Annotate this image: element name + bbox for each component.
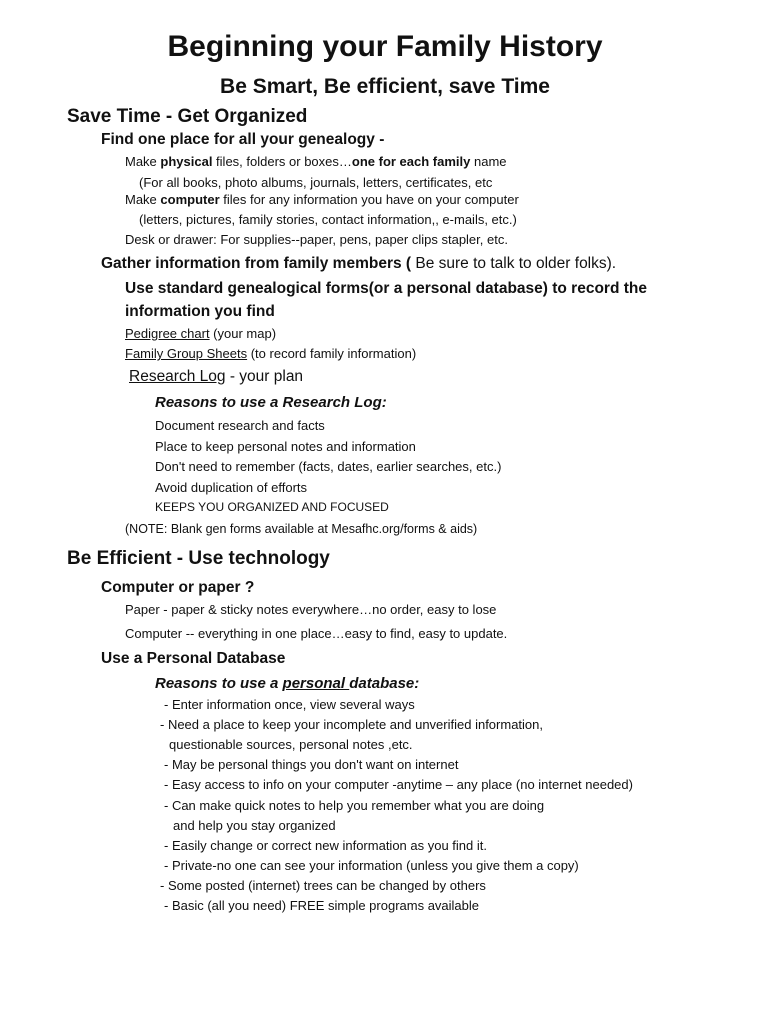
computer-files-line: Make computer files for any information you have on your computer [125, 192, 519, 207]
research-log-reason: KEEPS YOU ORGANIZED AND FOCUSED [155, 500, 389, 514]
desk-drawer-line: Desk or drawer: For supplies--paper, pens, paper clips stapler, etc. [125, 232, 508, 247]
database-reason: - Enter information once, view several ways [164, 697, 415, 712]
page-title: Beginning your Family History [167, 30, 603, 63]
computer-or-paper-heading: Computer or paper ? [101, 579, 255, 596]
computer-line: Computer -- everything in one place…easy to find, easy to update. [125, 626, 508, 641]
database-reason: - Some posted (internet) trees can be changed by others [160, 878, 486, 893]
physical-files-note: (For all books, photo albums, journals, letters, certificates, etc [139, 175, 493, 190]
forms-note: (NOTE: Blank gen forms available at Mesafhc.org/forms & aids) [125, 522, 478, 536]
database-reason: questionable sources, personal notes ,etc. [169, 737, 413, 752]
page-subtitle: Be Smart, Be efficient, save Time [220, 75, 550, 98]
pedigree-chart-link[interactable]: Pedigree chart [125, 326, 210, 341]
research-log-reason: Place to keep personal notes and information [155, 439, 416, 454]
database-reason: - Basic (all you need) FREE simple programs available [164, 898, 480, 913]
family-group-sheets-line: Family Group Sheets (to record family information) [125, 346, 417, 361]
research-log-reasons-heading: Reasons to use a Research Log: [155, 394, 387, 411]
database-reason: - Private-no one can see your information (unless you give them a copy) [164, 858, 579, 873]
find-one-place-heading: Find one place for all your genealogy - [101, 131, 385, 148]
section-heading-organized: Save Time - Get Organized [67, 106, 308, 127]
paper-line: Paper - paper & sticky notes everywhere…no order, easy to lose [125, 602, 497, 617]
forms-line-1: Use standard genealogical forms(or a personal database) to record the [125, 280, 647, 297]
gather-info-line: Gather information from family members ( Be sure to talk to older folks). [101, 255, 617, 272]
database-reason: - Easy access to info on your computer -anytime – any place (no internet needed) [164, 777, 633, 792]
research-log-link[interactable]: Research Log [129, 368, 226, 385]
database-reason: - May be personal things you don't want on internet [164, 757, 459, 772]
physical-files-line: Make physical files, folders or boxes…one for each family name [125, 154, 507, 169]
research-log-line: Research Log - your plan [129, 368, 304, 385]
personal-database-heading: Use a Personal Database [101, 650, 286, 667]
forms-line-2: information you find [125, 303, 275, 320]
pedigree-chart-line: Pedigree chart (your map) [125, 326, 277, 341]
database-reason: - Need a place to keep your incomplete and unverified information, [160, 717, 543, 732]
research-log-reason: Avoid duplication of efforts [155, 480, 308, 495]
database-reason: - Easily change or correct new information as you find it. [164, 838, 487, 853]
research-log-reason: Don't need to remember (facts, dates, earlier searches, etc.) [155, 459, 502, 474]
database-reason: - Can make quick notes to help you remember what you are doing [164, 798, 545, 813]
database-reasons-heading: Reasons to use a personal database: [155, 675, 420, 692]
computer-files-note: (letters, pictures, family stories, contact information,, e-mails, etc.) [139, 212, 517, 227]
section-heading-technology: Be Efficient - Use technology [67, 548, 330, 569]
database-reason: and help you stay organized [173, 818, 336, 833]
family-group-sheets-link[interactable]: Family Group Sheets [125, 346, 248, 361]
research-log-reason: Document research and facts [155, 418, 325, 433]
